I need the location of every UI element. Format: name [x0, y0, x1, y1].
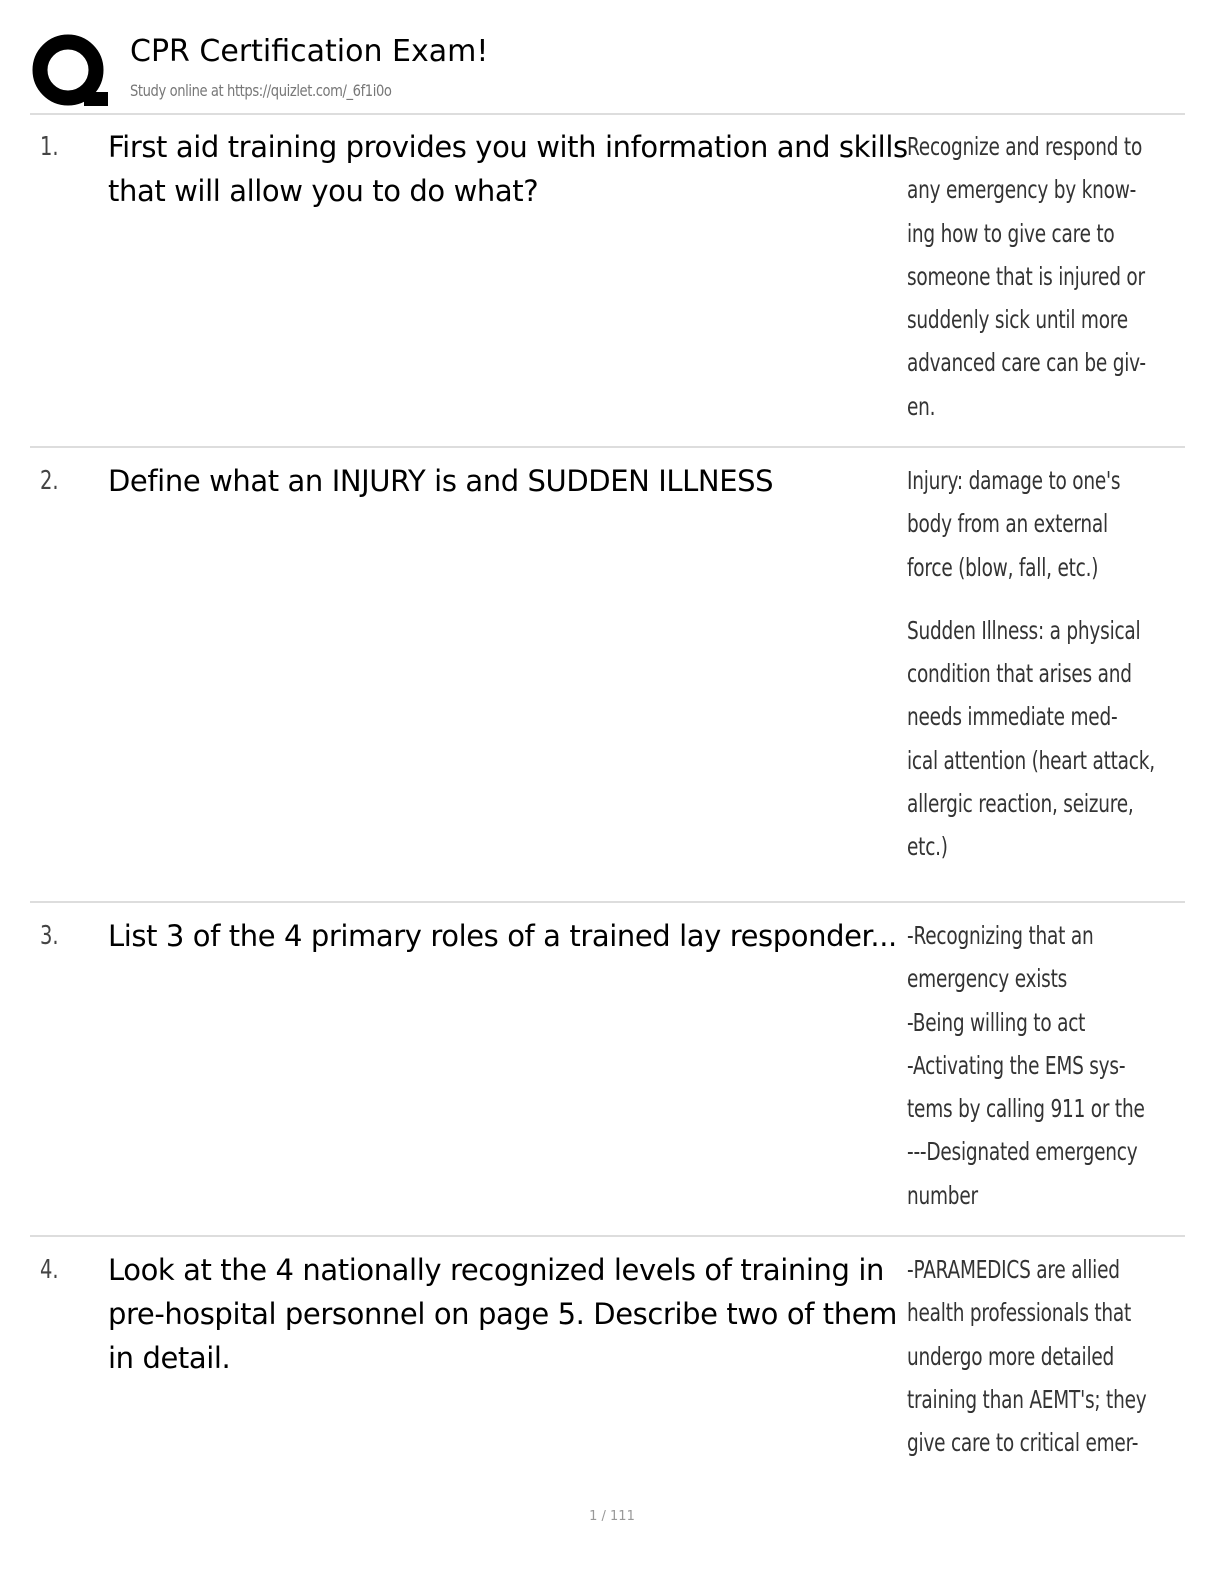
card-definition	[907, 1248, 1197, 1464]
divider	[30, 113, 1185, 115]
definition-text: Recognize and respond to any emergency by know- ing how to give care to someone that is injured or suddenly sick until more advanced care can be giv- en.	[907, 132, 1146, 421]
study-link[interactable]: Study online at https://quizlet.com/_6f1i0o	[130, 81, 392, 100]
card-term: List 3 of the 4 primary roles of a trained lay responder...	[108, 919, 897, 953]
card-number: 4.	[40, 1255, 59, 1285]
card-number: 2.	[40, 466, 59, 496]
divider	[30, 446, 1185, 448]
definition-text: -Recognizing that an emergency exists -Being willing to act -Activating the EMS sys- tems by calling 911 or the ---Designated emergency number	[907, 921, 1145, 1210]
page-header	[30, 28, 1186, 114]
card-number: 1.	[40, 132, 59, 162]
card-term: Look at the 4 nationally recognized levels of training in pre-hospital personnel on page 5. Describe two of them in detail.	[108, 1253, 898, 1375]
definition-text: -PARAMEDICS are allied health professionals that undergo more detailed training than AEMT's; they give care to critical emer-	[907, 1255, 1147, 1458]
card-term: First aid training provides you with information and skills that will allow you to do what?	[108, 130, 908, 208]
card-term: Define what an INJURY is and SUDDEN ILLNESS	[108, 464, 774, 498]
card-number: 3.	[40, 921, 59, 951]
definition-text: Injury: damage to one's body from an external force (blow, fall, etc.)	[907, 466, 1121, 582]
definition-text: Sudden Illness: a physical condition that arises and needs immediate med- ical attention (heart attack, allergic reaction, seizure, etc.)	[907, 615, 1155, 862]
divider	[30, 901, 1185, 903]
card-definition	[907, 914, 1197, 1217]
card-definition	[907, 125, 1197, 428]
divider	[30, 1235, 1185, 1237]
quizlet-q-logo-icon	[30, 32, 110, 112]
page-indicator: 1 / 111	[589, 1509, 635, 1524]
page-title: CPR Certification Exam!	[130, 34, 489, 69]
card-definition	[907, 459, 1197, 869]
